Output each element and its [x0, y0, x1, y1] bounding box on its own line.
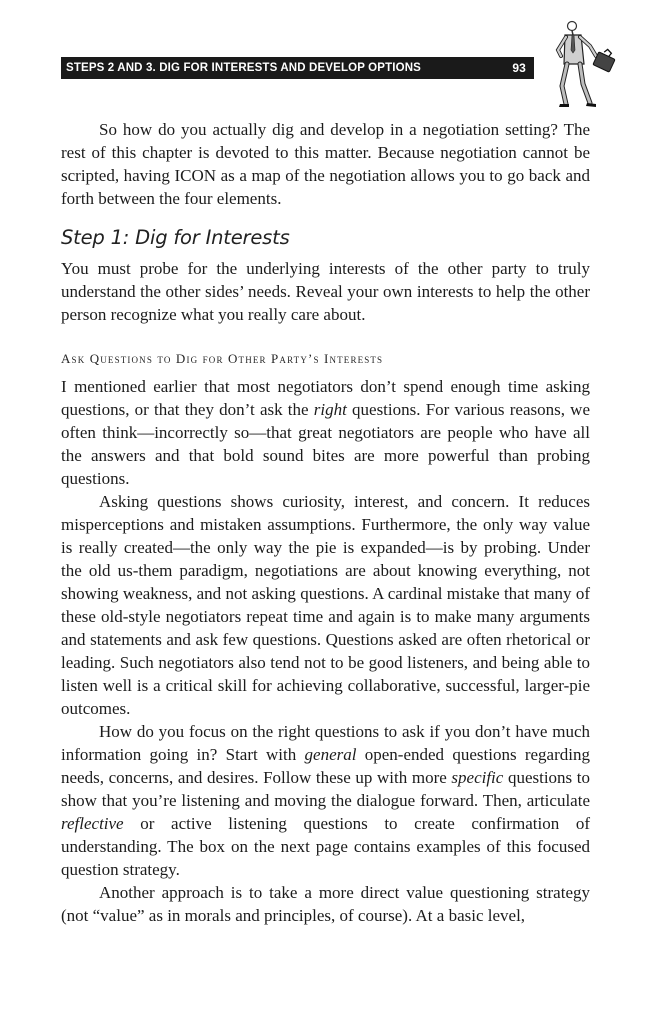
- emphasis: right: [313, 400, 347, 419]
- page-body: [61, 118, 590, 927]
- businessman-with-briefcase-icon: [538, 18, 618, 112]
- page-number: 93: [512, 61, 526, 75]
- emphasis: reflective: [61, 814, 124, 833]
- emphasis: specific: [451, 768, 504, 787]
- intro-paragraph: So how do you actually dig and develop in a negotiation setting? The rest of this chapter is devoted to this matter. Because negotiation cannot be scripted, having ICON as a map of the negotiation allows you to go back and forth between the four elements.: [61, 120, 590, 208]
- subheading: Ask Questions to Dig for Other Party’s Interests: [61, 351, 384, 366]
- running-header: [61, 57, 534, 79]
- paragraph: Asking questions shows curiosity, interest, and concern. It reduces misperceptions and mistaken assumptions. Furthermore, the only way value is really created—the only way the pie is expanded—is by probing. Under the old us-them paradigm, negotiations are about knowing everything, not showing weakness, and not asking questions. A cardinal mistake that many of these old-style negotiators repeat time and again is to make many arguments and statements and ask few questions. Questions asked are often rhetorical or leading. Such negotiators also tend not to be good listeners, and being able to listen well is a critical skill for achieving collaborative, successful, larger-pie outcomes.: [61, 492, 590, 718]
- paragraph: Another approach is to take a more direct value questioning strategy (not “value” as in morals and principles, of course). At a basic level,: [61, 883, 590, 925]
- running-title: STEPS 2 AND 3. DIG FOR INTERESTS AND DEVELOP OPTIONS: [66, 62, 421, 74]
- section-paragraph: You must probe for the underlying interests of the other party to truly understand the other sides’ needs. Reveal your own interests to help the other person recognize what you really care about.: [61, 259, 590, 324]
- section-heading: Step 1: Dig for Interests: [61, 226, 290, 249]
- emphasis: general: [304, 745, 357, 764]
- paragraph: How do you focus on the right questions to ask if you don’t have much information going in? Start with general open-ended questions regarding needs, concerns, and desires. Follow these up with more specific questions to show that you’re listening and moving the dialogue forward. Then, articulate reflective or active listening questions to create confirmation of understanding. The box on the next page contains examples of this focused question strategy.: [61, 722, 590, 879]
- paragraph: I mentioned earlier that most negotiators don’t spend enough time asking questions, or that they don’t ask the right questions. For various reasons, we often think—incorrectly so—that great negotiators are people who have all the answers and that bold sound bites are more powerful than probing questions.: [61, 377, 590, 488]
